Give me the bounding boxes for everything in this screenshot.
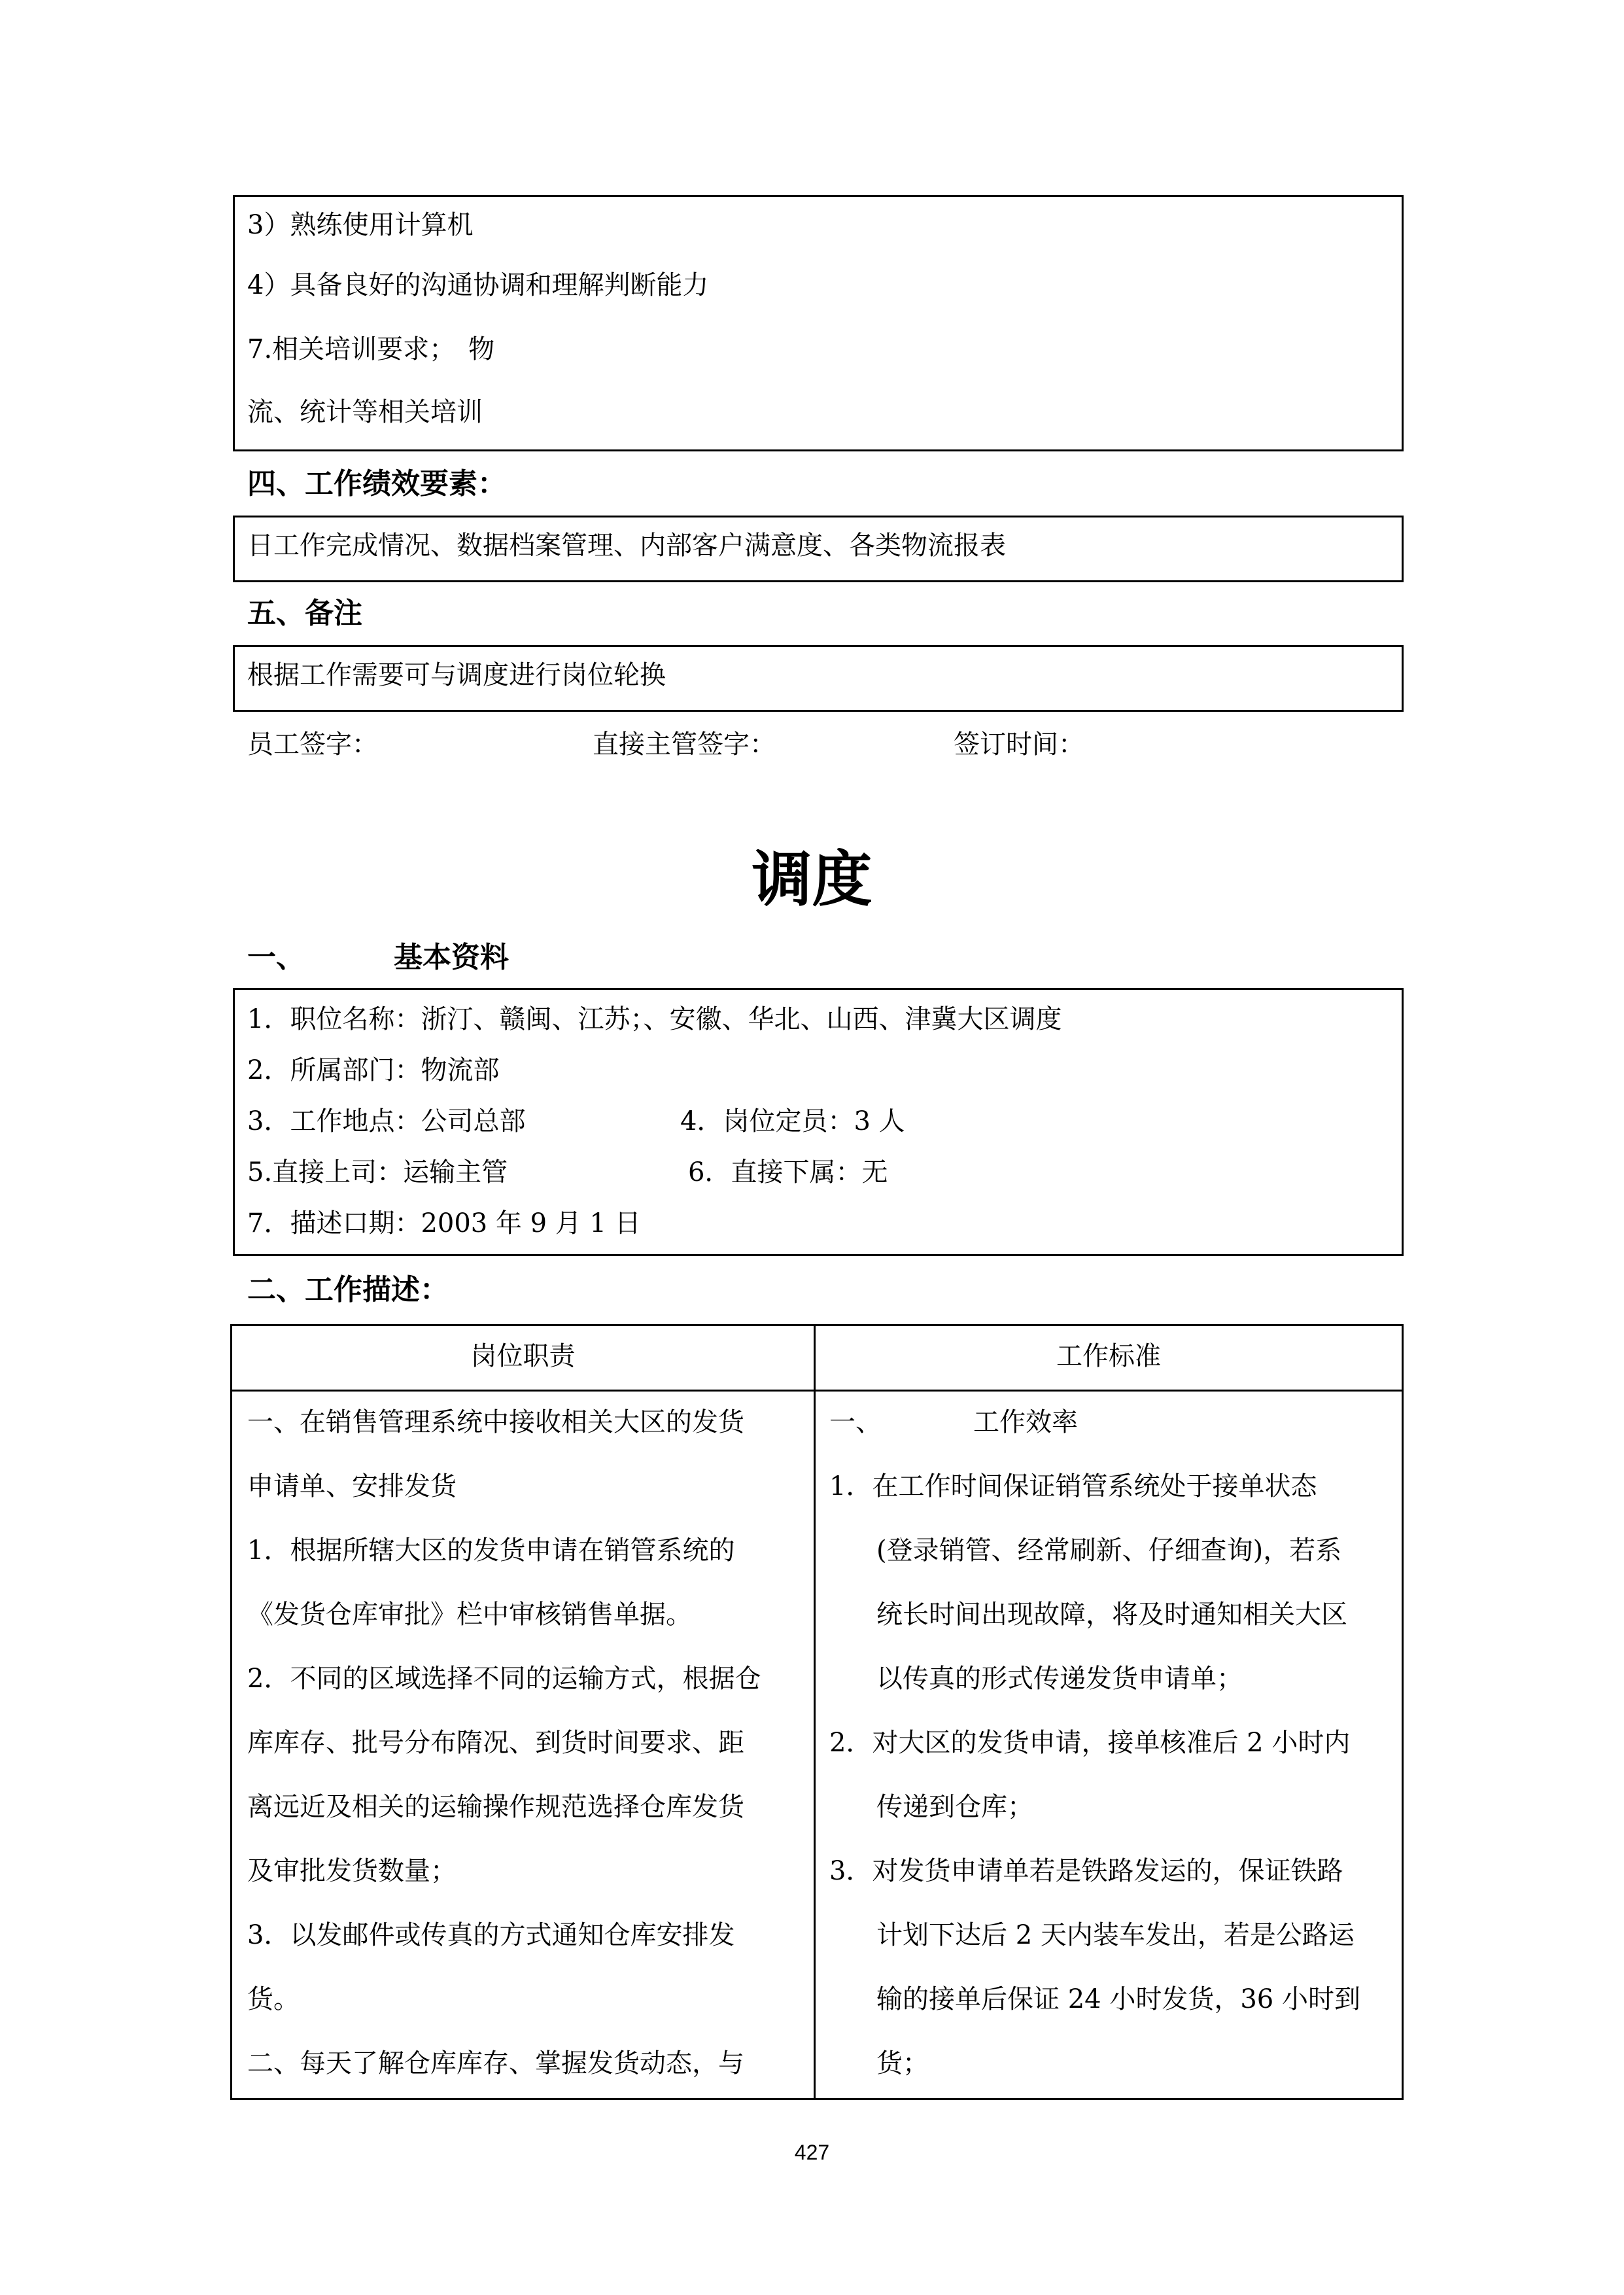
duty-line: 离远近及相关的运输操作规范选择仓库发货 bbox=[247, 1792, 744, 1822]
description-date: 7．描述口期：2003 年 9 月 1 日 bbox=[247, 1208, 641, 1238]
work-location: 3．工作地点：公司总部 bbox=[247, 1106, 526, 1136]
duty-line: 及审批发货数量； bbox=[247, 1856, 457, 1886]
duty-line: 二、每天了解仓库库存、掌握发货动态，与 bbox=[247, 2048, 744, 2078]
performance-text: 日工作完成情况、数据档案管理、内部客户满意度、各类物流报表 bbox=[247, 531, 1006, 561]
document-title: 调度 bbox=[752, 845, 872, 915]
section-heading-remarks: 五、备注 bbox=[247, 597, 362, 630]
work-description-heading: 二、工作描述： bbox=[247, 1273, 449, 1306]
department: 2．所属部门：物流部 bbox=[247, 1055, 500, 1085]
section-heading-performance: 四、工作绩效要素： bbox=[247, 467, 506, 500]
duty-line: 2．不同的区域选择不同的运输方式，根据仓 bbox=[247, 1664, 761, 1694]
duty-line: 3．以发邮件或传真的方式通知仓库安排发 bbox=[247, 1920, 735, 1950]
duty-line: 《发货仓库审批》栏中审核销售单据。 bbox=[247, 1600, 692, 1630]
sign-date-label: 签订时间： bbox=[954, 729, 1084, 760]
duty-line: 1．根据所辖大区的发货申请在销管系统的 bbox=[247, 1535, 735, 1566]
standard-line: 传递到仓库； bbox=[876, 1792, 1033, 1822]
column-header-standards: 工作标准 bbox=[1056, 1341, 1161, 1371]
basic-info-heading: 基本资料 bbox=[394, 941, 509, 974]
standard-line: 2．对大区的发货申请，接单核准后 2 小时内 bbox=[829, 1728, 1351, 1758]
standard-line: 货； bbox=[876, 2048, 929, 2078]
duty-line: 货。 bbox=[247, 1984, 300, 2014]
duty-line: 申请单、安排发货 bbox=[247, 1471, 457, 1501]
standard-line: 计划下达后 2 天内装车发出，若是公路运 bbox=[876, 1920, 1355, 1950]
employee-signature-label: 员工签字： bbox=[247, 729, 378, 760]
supervisor-signature-label: 直接主管签字： bbox=[593, 729, 776, 760]
remarks-text: 根据工作需要可与调度进行岗位轮换 bbox=[247, 660, 666, 690]
table-column-divider bbox=[814, 1324, 816, 2100]
standard-line: 一、 工作效率 bbox=[829, 1407, 1078, 1437]
standard-line: 3．对发货申请单若是铁路发运的，保证铁路 bbox=[829, 1856, 1343, 1886]
direct-subordinate: 6．直接下属：无 bbox=[688, 1157, 888, 1187]
training-line: 流、统计等相关培训 bbox=[247, 397, 483, 427]
duty-line: 库库存、批号分布隋况、到货时间要求、距 bbox=[247, 1728, 744, 1758]
basic-info-heading-number: 一、 bbox=[247, 941, 305, 974]
position-name: 1．职位名称：浙汀、赣闽、江苏；、安徽、华北、山西、津冀大区调度 bbox=[247, 1004, 1062, 1034]
column-header-duties: 岗位职责 bbox=[470, 1341, 576, 1371]
table-header-divider bbox=[230, 1390, 1404, 1392]
training-line: 7.相关培训要求； 物 bbox=[247, 334, 495, 364]
requirement-line: 3）熟练使用计算机 bbox=[247, 210, 474, 240]
standard-line: 1．在工作时间保证销管系统处于接单状态 bbox=[829, 1471, 1317, 1501]
duty-line: 一、在销售管理系统中接收相关大区的发货 bbox=[247, 1407, 744, 1437]
requirement-line: 4）具备良好的沟通协调和理解判断能力 bbox=[247, 270, 709, 300]
standard-line: 输的接单后保证 24 小时发货，36 小时到 bbox=[876, 1984, 1360, 2014]
standard-line: (登录销管、经常刷新、仔细查询)，若系 bbox=[876, 1535, 1342, 1566]
headcount: 4．岗位定员：3 人 bbox=[680, 1106, 905, 1136]
page-number: 427 bbox=[794, 2141, 830, 2164]
standard-line: 统长时间出现故障，将及时通知相关大区 bbox=[876, 1600, 1347, 1630]
standard-line: 以传真的形式传递发货申请单； bbox=[876, 1664, 1243, 1694]
direct-superior: 5.直接上司：运输主管 bbox=[247, 1157, 508, 1187]
